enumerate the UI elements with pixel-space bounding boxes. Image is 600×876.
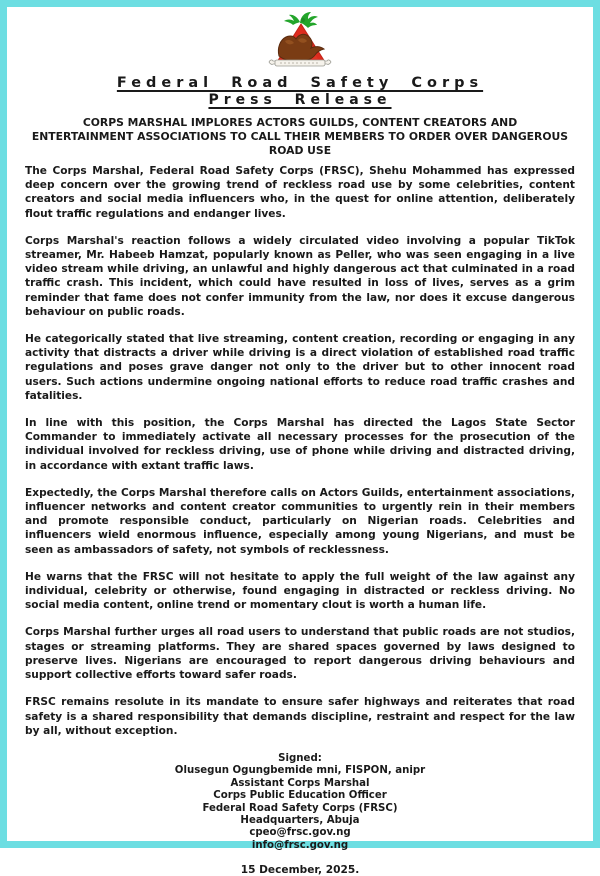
signature-line: Assistant Corps Marshal: [230, 777, 370, 789]
logo-container: [25, 10, 575, 74]
signature-line: info@frsc.gov.ng: [251, 839, 349, 851]
headline: CORPS MARSHAL IMPLORES ACTORS GUILDS, CONTENT CREATORS AND ENTERTAINMENT ASSOCIATIONS TO CALL THEIR MEMBERS TO ORDER OVER DANGEROUS ROAD USE: [31, 116, 569, 157]
paragraph: In line with this position, the Corps Marshal has directed the Lagos State Sector Commander to immediately activate all necessary processes for the prosecution of the individual involved for reckless driving, use of phone while driving and distracted driving, in accordance with extant traffic laws.: [25, 417, 575, 472]
paragraph: He warns that the FRSC will not hesitate to apply the full weight of the law against any individual, celebrity or otherwise, found engaging in distracted or reckless driving. No social media content, online trend or momentary clout is worth a human life.: [25, 570, 575, 612]
paragraph: He categorically stated that live streaming, content creation, recording or engaging in any activity that distracts a driver while driving is a direct violation of established road traffic regulations and poses grave danger not only to the driver but to other innocent road users. Such actions undermine ongoing national efforts to reduce road traffic crashes and fatalities.: [25, 333, 575, 402]
paragraph: The Corps Marshal, Federal Road Safety Corps (FRSC), Shehu Mohammed has expressed deep concern over the growing trend of reckless road use by some celebrities, content creators and social media influencers who, in the quest for online attention, deliberately flout traffic regulations and endanger lives.: [25, 165, 575, 220]
frsc-eagle-emblem-icon: [263, 10, 337, 74]
paragraph: FRSC remains resolute in its mandate to ensure safer highways and reiterates that road safety is a shared responsibility that demands discipline, restraint and respect for the law by all, without exception.: [25, 696, 575, 737]
signature-line: cpeo@frsc.gov.ng: [249, 827, 351, 839]
paragraph: Corps Marshal further urges all road users to understand that public roads are not studios, stages or streaming platforms. They are shared spaces governed by laws designed to preserve lives. Nigerians are encouraged to report dangerous driving behaviours and support collective efforts toward safer roads.: [25, 626, 575, 682]
signature-line: Olusegun Ogungbemide mni, FISPON, anipr: [174, 765, 426, 777]
org-title: Federal Road Safety Corps: [116, 75, 484, 91]
paragraph: Corps Marshal's reaction follows a widely circulated video involving a popular TikTok streamer, Mr. Habeeb Hamzat, popularly known as Peller, who was seen engaging in a live video stream while driving, an unlawful and highly dangerous act that culminated in a road traffic crash. This incident, which could have resulted in loss of lives, serves as a grim reminder that fame does not confer immunity from the law, nor does it excuse dangerous behaviour on public roads.: [25, 234, 575, 318]
doc-type-title: Press Release: [208, 92, 392, 108]
signature-line: Signed:: [278, 752, 322, 764]
document-body: [7, 7, 593, 876]
signature-line: Federal Road Safety Corps (FRSC): [202, 802, 398, 814]
signature-block: [25, 753, 575, 852]
document-date: 15 December, 2025.: [240, 864, 360, 876]
paragraph: Expectedly, the Corps Marshal therefore calls on Actors Guilds, entertainment associations, influencer networks and content creator communities to urgently rein in their members and promote responsible conduct, particularly on Nigerian roads. Celebrities and influencers wield enormous influence, especially among young Nigerians, and must be seen as ambassadors of safety, not symbols of recklessness.: [25, 486, 575, 556]
signature-line: Corps Public Education Officer: [213, 790, 387, 802]
header: [25, 75, 575, 108]
body-paragraphs: [25, 164, 575, 751]
signature-line: Headquarters, Abuja: [240, 814, 360, 826]
